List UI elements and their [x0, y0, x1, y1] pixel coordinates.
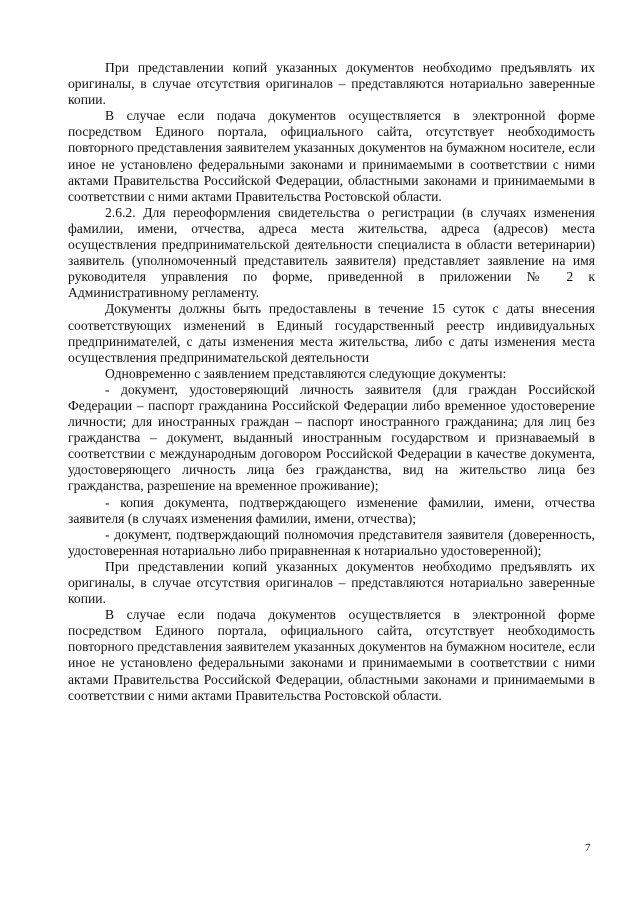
list-item-identity-document: - документ, удостоверяющий личность заявителя (для граждан Российской Федерации – паспорт гражданина Российской Федерации либо временное удостоверение личности; для иностранных граждан – паспорт иностранного гражданина; для лиц без гражданства – документ, выданный иностранным государством и признаваемый в соответствии с международным договором Российской Федерации в качестве документа, удостоверяющего личность лица без гражданства, вид на жительство лица без гражданства, разрешение на временное проживание);	[68, 381, 595, 494]
paragraph-originals-notice-repeat: При представлении копий указанных документов необходимо предъявлять их оригиналы, в случае отсутствия оригиналов – представляются нотариально заверенные копии.	[68, 558, 595, 607]
paragraph-electronic-submission-repeat: В случае если подача документов осуществляется в электронной форме посредством Единого портала, официального сайта, отсутствует необходимость повторного представления заявителем указанных документов на бумажном носителе, если иное не установлено федеральными законами и принимаемыми в соответствии с ними актами Правительства Российской Федерации, областными законами и принимаемыми в соответствии с ними актами Правительства Ростовской области.	[68, 607, 595, 703]
paragraph-electronic-submission: В случае если подача документов осуществляется в электронной форме посредством Единого портала, официального сайта, отсутствует необходимость повторного представления заявителем указанных документов на бумажном носителе, если иное не установлено федеральными законами и принимаемыми в соответствии с ними актами Правительства Российской Федерации, областными законами и принимаемыми в соответствии с ними актами Правительства Ростовской области.	[68, 108, 595, 204]
document-body	[68, 60, 595, 704]
paragraph-documents-intro: Одновременно с заявлением представляются следующие документы:	[105, 365, 507, 381]
list-item-name-change-copy: - копия документа, подтверждающего изменение фамилии, имени, отчества заявителя (в случаях изменения фамилии, имени, отчества);	[68, 494, 595, 526]
paragraph-submission-deadline: Документы должны быть предоставлены в течение 15 суток с даты внесения соответствующих изменений в Единый государственный реестр индивидуальных предпринимателей, с даты изменения места жительства, либо с даты изменения места осуществления предпринимательской деятельности	[68, 301, 595, 365]
paragraph-originals-notice: При представлении копий указанных документов необходимо предъявлять их оригиналы, в случае отсутствия оригиналов – представляются нотариально заверенные копии.	[68, 60, 595, 108]
page-number: 7	[585, 842, 591, 854]
list-item-representative-authority: - документ, подтверждающий полномочия представителя заявителя (доверенность, удостоверенная нотариально либо приравненная к нотариально удостоверенной);	[68, 526, 595, 558]
paragraph-2-6-2-reissue: 2.6.2. Для переоформления свидетельства о регистрации (в случаях изменения фамилии, имени, отчества, адреса места жительства, адреса (адресов) места осуществления предпринимательской деятельности специалиста в области ветеринарии) заявитель (уполномоченный представитель заявителя) представляет заявление на имя руководителя управления по форме, приведенной в приложении № 2 к Административному регламенту.	[68, 204, 595, 301]
